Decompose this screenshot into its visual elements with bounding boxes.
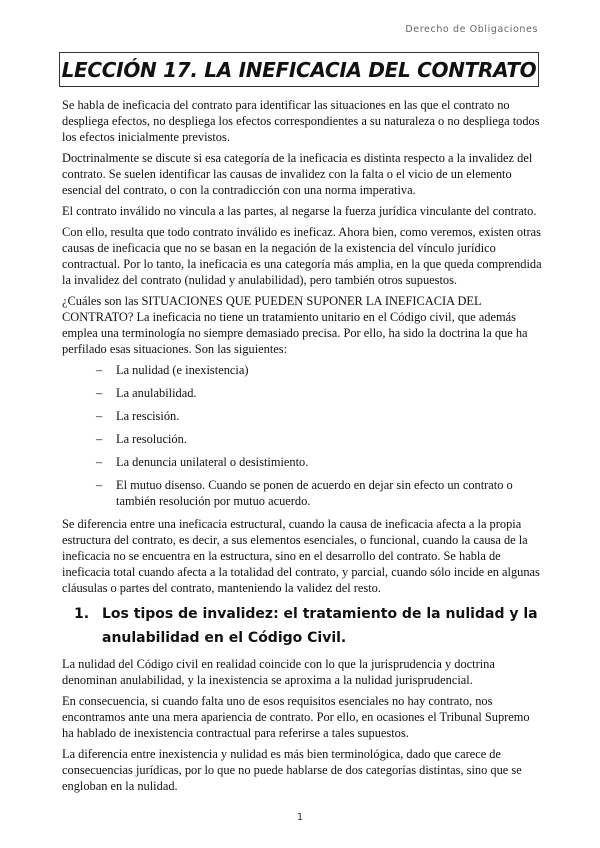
list-item-text: La resolución. — [116, 432, 187, 446]
paragraph: Con ello, resulta que todo contrato inválido es ineficaz. Ahora bien, como veremos, existen otras causas de ineficacia que no se basan en la negación de la existencia del vínculo jurídico contractual. Por lo tanto, la ineficacia es una categoría más amplia, en la que queda comprendida la invalidez del contrato (nulidad y anulabilidad), pero también otros supuestos. — [62, 225, 542, 287]
list-item-text: La nulidad (e inexistencia) — [116, 363, 249, 377]
dash-bullet-icon: – — [96, 478, 103, 492]
list-item — [96, 385, 542, 401]
dash-bullet-icon: – — [96, 386, 103, 400]
paragraph: En consecuencia, si cuando falta uno de esos requisitos esenciales no hay contrato, nos encontramos ante una mera apariencia de contrato. Por ello, en ocasiones el Tribunal Supremo ha hablado de inexistencia contractual para referirse a tales supuestos. — [62, 694, 530, 740]
list-item — [96, 454, 542, 470]
page-number: 1 — [296, 812, 304, 823]
paragraph: El contrato inválido no vincula a las partes, al negarse la fuerza jurídica vinculante del contrato. — [62, 204, 537, 218]
running-header: Derecho de Obligaciones — [405, 24, 538, 35]
document-body — [62, 97, 542, 799]
paragraph: Doctrinalmente se discute si esa categoría de la ineficacia es distinta respecto a la invalidez del contrato. Se suelen identificar las causas de invalidez con la falta o el vicio de un elemento esencial del contrato, o con la contradicción con una norma imperativa. — [62, 151, 533, 197]
list-item — [96, 408, 542, 424]
section-heading-text: Los tipos de invalidez: el tratamiento de la nulidad y la anulabilidad en el Código Civil. — [102, 606, 538, 646]
paragraph: Se diferencia entre una ineficacia estructural, cuando la causa de ineficacia afecta a la propia estructura del contrato, es decir, a sus elementos esenciales, o funcional, cuando la causa de la ineficacia no se encuentra en la estructura, sino en el desarrollo del contrato. Se habla de ineficacia total cuando afecta a la totalidad del contrato, y parcial, cuando sólo incide en algunas cláusulas o partes del contrato, manteniendo la validez del resto. — [62, 517, 540, 595]
list-item — [96, 477, 542, 509]
page-title: LECCIÓN 17. LA INEFICACIA DEL CONTRATO — [61, 57, 537, 82]
list-item — [96, 431, 542, 447]
section-heading — [62, 602, 542, 650]
list-item-text: El mutuo disenso. Cuando se ponen de acuerdo en dejar sin efecto un contrato o también resolución por mutuo acuerdo. — [116, 478, 513, 508]
paragraph: ¿Cuáles son las SITUACIONES QUE PUEDEN SUPONER LA INEFICACIA DEL CONTRATO? La ineficacia no tiene un tratamiento unitario en el Código civil, que además emplea una terminología no siempre demasiado precisa. Por ello, ha sido la doctrina la que ha perfilado esas situaciones. Son las siguientes: — [62, 294, 528, 356]
section-number: 1. — [74, 606, 90, 622]
list-item-text: La anulabilidad. — [116, 386, 197, 400]
list-item-text: La rescisión. — [116, 409, 180, 423]
paragraph: Se habla de ineficacia del contrato para identificar las situaciones en las que el contrato no despliega efectos, no despliega los efectos correspondientes a su naturaleza o no despliega todos los efectos inicialmente previstos. — [62, 98, 540, 144]
ineficacia-list — [62, 362, 542, 509]
dash-bullet-icon: – — [96, 363, 103, 377]
list-item-text: La denuncia unilateral o desistimiento. — [116, 455, 309, 469]
paragraph: La nulidad del Código civil en realidad coincide con lo que la jurisprudencia y doctrina denominan anulabilidad, y la inexistencia se aproxima a la nulidad jurisprudencial. — [62, 657, 495, 687]
list-item — [96, 362, 542, 378]
paragraph: La diferencia entre inexistencia y nulidad es más bien terminológica, dado que carece de consecuencias jurídicas, por lo que no puede hablarse de dos categorías distintas, sino que se engloban en la nulidad. — [62, 747, 522, 793]
dash-bullet-icon: – — [96, 409, 103, 423]
dash-bullet-icon: – — [96, 455, 103, 469]
dash-bullet-icon: – — [96, 432, 103, 446]
title-box — [59, 52, 539, 87]
